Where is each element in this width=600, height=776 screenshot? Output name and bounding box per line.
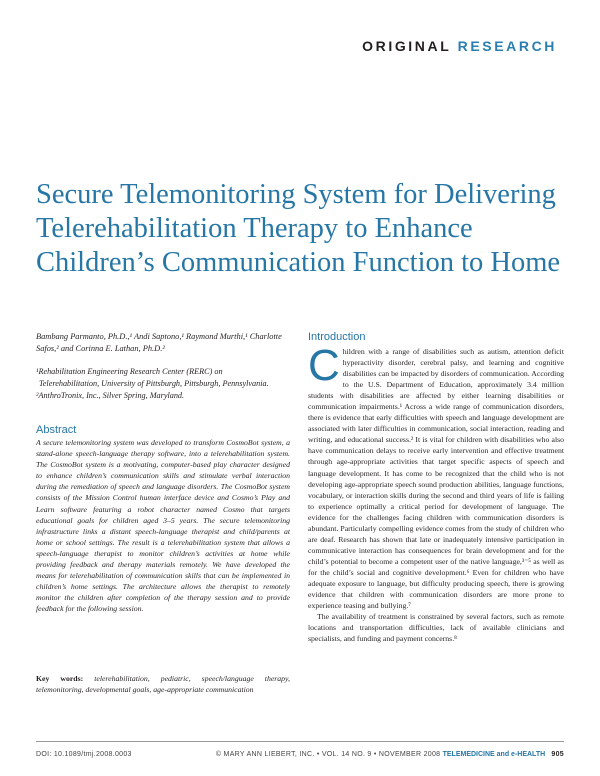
- affiliation-1a: ¹Rehabilitation Engineering Research Center (RERC) on: [36, 367, 223, 376]
- title-line-2: Telerehabilitation Therapy to Enhance: [36, 213, 473, 244]
- abstract-text: A secure telemonitoring system was developed to transform CosmoBot system, a stand-alone speech-language therapy software, into a telerehabilitation system. The CosmoBot system is a motivating, computer-based play character designed to enhance children’s communication skills and stimulate verbal interaction during the remediation of speech and language disorders. The CosmoBot system consists of the Mission Control human interface device and Cosmo’s Play and Learn software featuring a robot character named Cosmo that targets educational goals for children aged 3–5 years. The secure telemonitoring infrastructure links a distant speech-language therapist and child/parents at home or school settings. The result is a telerehabilitation system that allows a speech-language therapist to monitor children’s activities at home while providing feedback and therapy materials remotely. We have developed the means for telerehabilitation of communication skills that can be implemented in children’s home settings. The architecture allows the therapist to remotely monitor the children after completion of the therapy session and to provide feedback for the following session.: [36, 438, 290, 614]
- footer-divider: [36, 741, 564, 742]
- title-line-3: Children’s Communication Function to Home: [36, 247, 561, 278]
- page-number: 905: [551, 751, 564, 758]
- footer-publisher: © MARY ANN LIEBERT, INC. • VOL. 14 NO. 9 • NOVEMBER 2008: [215, 751, 441, 758]
- keywords-text: telerehabilitation, pediatric, speech/language therapy, telemonitoring, developmental goals, age-appropriate communication: [36, 674, 290, 695]
- introduction-heading: Introduction: [308, 331, 366, 343]
- section-label-research: RESEARCH: [457, 38, 557, 54]
- section-label: [362, 38, 557, 54]
- footer-info: [216, 751, 564, 758]
- introduction-paragraph-1: [308, 341, 564, 611]
- title-line-1: Secure Telemonitoring System for Delivering: [36, 179, 556, 210]
- affiliations: [36, 366, 296, 402]
- abstract-heading: Abstract: [36, 424, 77, 436]
- introduction-body: [308, 341, 564, 644]
- keywords-label: Key words:: [36, 674, 84, 683]
- footer-journal: TELEMEDICINE and e-HEALTH: [442, 751, 546, 758]
- keywords: [36, 673, 290, 695]
- section-label-original: ORIGINAL: [362, 38, 452, 54]
- footer-doi: DOI: 10.1089/tmj.2008.0003: [36, 751, 132, 758]
- introduction-paragraph-2: The availability of treatment is constrained by several factors, such as remote locations and transportation difficulties, lack of available clinicians and specialists, and funding and payment concerns.⁸: [308, 612, 564, 644]
- drop-cap: C: [308, 341, 340, 390]
- introduction-paragraph-1-text: hildren with a range of disabilities such as autism, attention deficit hyperactivity disorder, cerebral palsy, and learning and cognitive disabilities can be impacted by disorders of communication. According to the U.S. Department of Education, approximately 3.4 million students with disabilities are affected by either learning disabilities or communication impairments.¹ Across a wide range of communication disorders, there is evidence that early difficulties with speech and language development are associated with later difficulties in communication, social interaction, reading and writing, and educational success.² It is vital for children with disabilities who also have communication delays to receive early intervention and effective treatment through age-appropriate activities that target specific aspects of speech and language development. It has come to be recognized that the child who is not developing age-appropriate speech sound production abilities, language functions, vocabulary, or interaction skills during the second and third years of life is failing to experience optimally a critical period for development of language. The evidence for the challenges facing children with communication disorders is abundant. Particularly compelling evidence comes from the study of children who are deaf. Research has shown that late or inadequately intensive participation in communicative interaction has consequences for brain development and for the child’s potential to become a competent user of the native language,³⁻⁵ as well as for the child’s social and cognitive development.⁶ Even for children who have adequate exposure to language, but difficulty producing speech, there is growing evidence that children with communication disorders are more prone to experience teasing and bullying.⁷: [308, 347, 564, 611]
- affiliation-1b: Telerehabilitation, University of Pittsburgh, Pittsburgh, Pennsylvania.: [39, 379, 269, 388]
- affiliation-2: ²AnthroTronix, Inc., Silver Spring, Maryland.: [36, 391, 185, 400]
- author-list: Bambang Parmanto, Ph.D.,¹ Andi Saptono,¹ Raymond Murthi,¹ Charlotte Safos,² and Corinna E. Lathan, Ph.D.²: [36, 332, 282, 353]
- article-title: [36, 178, 576, 280]
